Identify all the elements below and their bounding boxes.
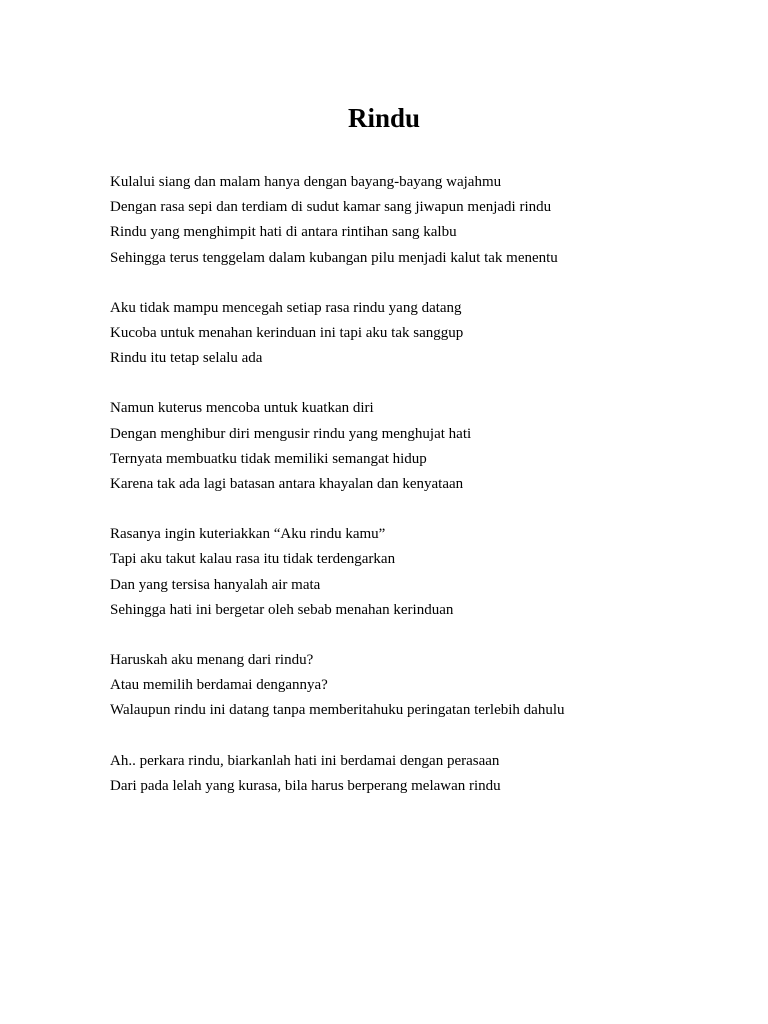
- poem-line: Aku tidak mampu mencegah setiap rasa rindu yang datang: [110, 299, 462, 316]
- stanza-1: [110, 170, 730, 271]
- poem-line: Namun kuterus mencoba untuk kuatkan diri: [110, 400, 374, 417]
- stanza-6: [110, 749, 730, 799]
- stanza-2: [110, 296, 730, 372]
- poem-body: [110, 170, 730, 824]
- poem-title: Rindu: [347, 103, 421, 133]
- poem-line: Walaupun rindu ini datang tanpa memberitahuku peringatan terlebih dahulu: [110, 702, 565, 719]
- poem-line: Dengan rasa sepi dan terdiam di sudut kamar sang jiwapun menjadi rindu: [110, 199, 552, 216]
- poem-line: Kucoba untuk menahan kerinduan ini tapi aku tak sanggup: [110, 325, 464, 342]
- poem-line: Rindu yang menghimpit hati di antara rintihan sang kalbu: [110, 224, 457, 241]
- poem-line: Atau memilih berdamai dengannya?: [110, 677, 328, 694]
- poem-line: Haruskah aku menang dari rindu?: [110, 652, 314, 669]
- poem-line: Dengan menghibur diri mengusir rindu yang menghujat hati: [110, 425, 472, 442]
- poem-line: Tapi aku takut kalau rasa itu tidak terdengarkan: [110, 551, 396, 568]
- poem-line: Dari pada lelah yang kurasa, bila harus berperang melawan rindu: [110, 777, 501, 794]
- stanza-5: [110, 648, 730, 724]
- stanza-3: [110, 396, 730, 497]
- poem-line: Dan yang tersisa hanyalah air mata: [110, 576, 321, 593]
- stanza-4: [110, 522, 730, 623]
- poem-line: Karena tak ada lagi batasan antara khayalan dan kenyataan: [110, 476, 464, 493]
- poem-line: Rindu itu tetap selalu ada: [110, 350, 263, 367]
- poem-line: Ternyata membuatku tidak memiliki semangat hidup: [110, 450, 427, 467]
- poem-line: Ah.. perkara rindu, biarkanlah hati ini berdamai dengan perasaan: [110, 752, 500, 769]
- poem-line: Rasanya ingin kuteriakkan “Aku rindu kamu”: [110, 526, 386, 543]
- poem-line: Kulalui siang dan malam hanya dengan bayang-bayang wajahmu: [110, 174, 502, 190]
- poem-line: Sehingga terus tenggelam dalam kubangan pilu menjadi kalut tak menentu: [110, 249, 558, 266]
- poem-line: Sehingga hati ini bergetar oleh sebab menahan kerinduan: [110, 601, 454, 618]
